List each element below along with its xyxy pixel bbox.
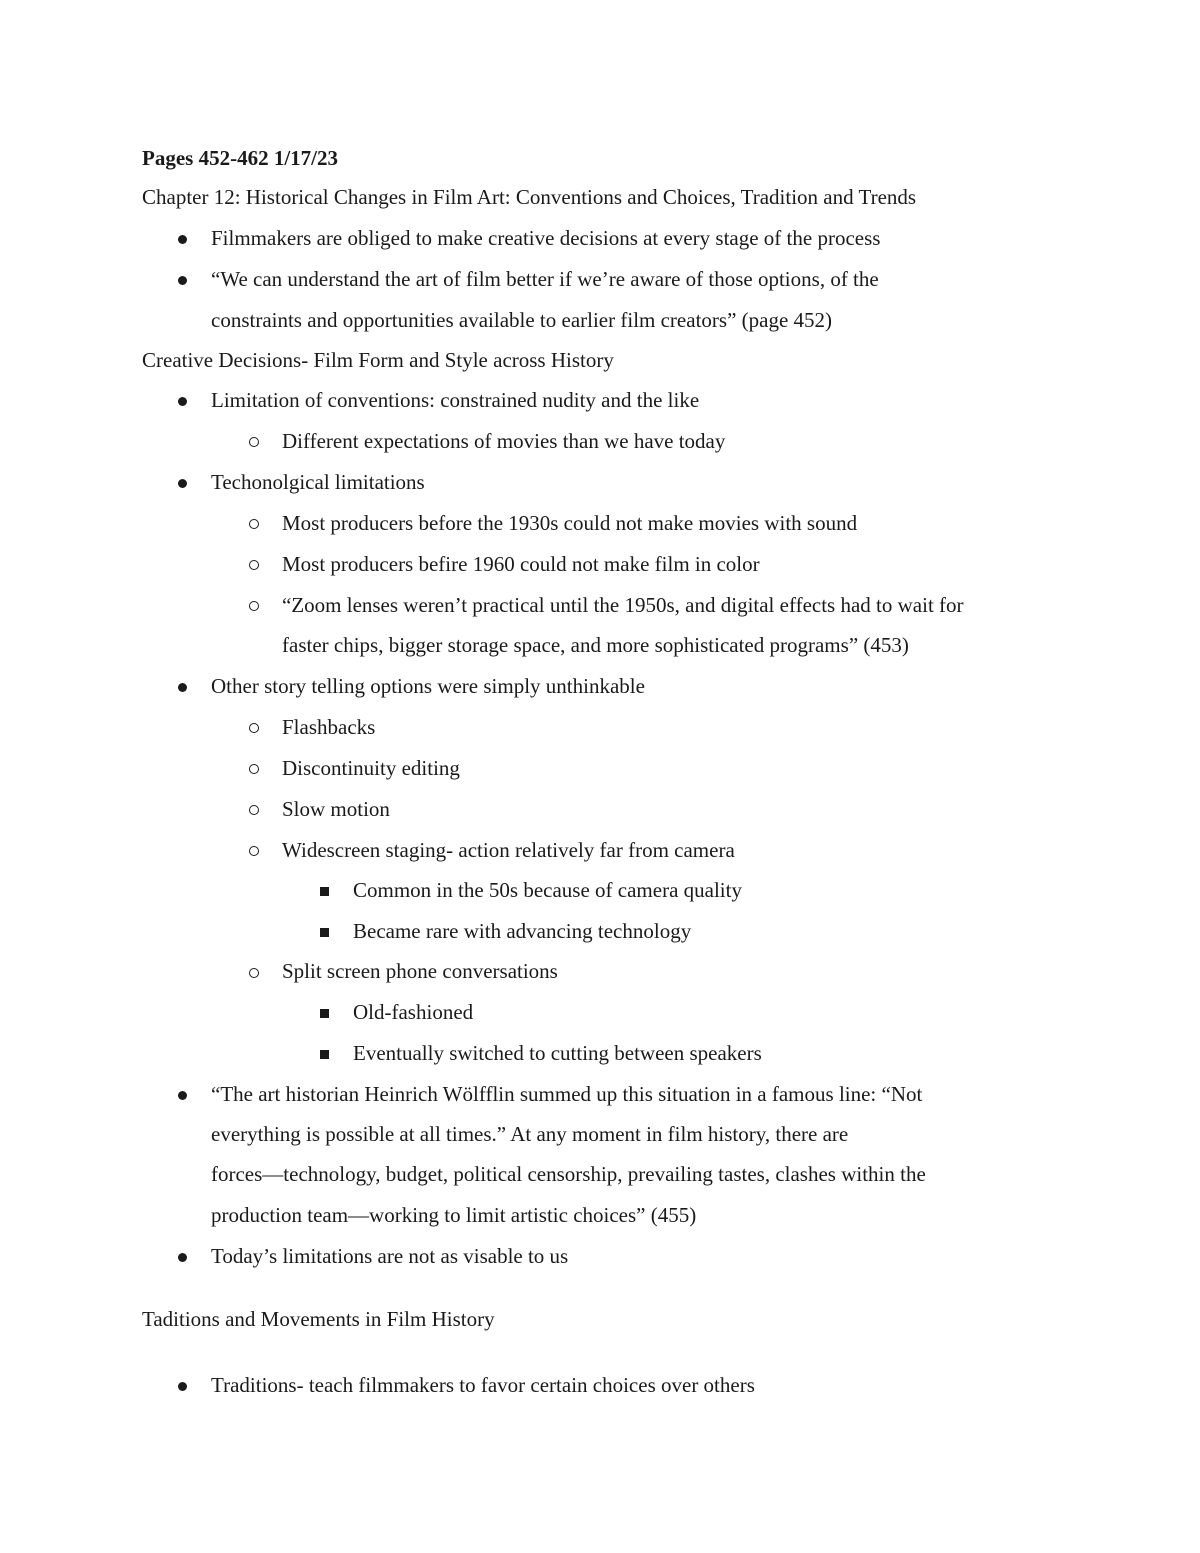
list-item: Different expectations of movies than we have today xyxy=(282,429,726,453)
bullet-circle xyxy=(249,846,259,856)
section-heading: Creative Decisions- Film Form and Style across History xyxy=(142,348,614,372)
section-heading: Taditions and Movements in Film History xyxy=(142,1307,495,1331)
bullet-circle xyxy=(249,968,259,978)
list-item: Most producers befire 1960 could not make film in color xyxy=(282,552,760,576)
list-item: “We can understand the art of film better if we’re aware of those options, of the xyxy=(211,267,879,291)
list-item: Split screen phone conversations xyxy=(282,959,558,983)
bullet-circle xyxy=(249,560,259,570)
bullet-square xyxy=(320,928,329,937)
list-item: “Zoom lenses weren’t practical until the 1950s, and digital effects had to wait for xyxy=(282,593,964,617)
list-item: Eventually switched to cutting between speakers xyxy=(353,1041,762,1065)
bullet-disc xyxy=(178,276,187,285)
chapter-heading: Chapter 12: Historical Changes in Film Art: Conventions and Choices, Tradition and Trends xyxy=(142,185,917,209)
list-item-continuation: forces—technology, budget, political censorship, prevailing tastes, clashes within the xyxy=(211,1162,926,1186)
bullet-disc xyxy=(178,235,187,244)
bullet-circle xyxy=(249,805,259,815)
list-item: Techonolgical limitations xyxy=(211,470,425,494)
list-item: Other story telling options were simply unthinkable xyxy=(211,674,645,698)
list-item-continuation: production team—working to limit artistic choices” (455) xyxy=(211,1203,697,1227)
bullet-circle xyxy=(249,519,259,529)
list-item: Discontinuity editing xyxy=(282,756,460,780)
list-item: Became rare with advancing technology xyxy=(353,919,692,943)
bullet-disc xyxy=(178,1382,187,1391)
bullet-square xyxy=(320,1050,329,1059)
list-item: “The art historian Heinrich Wölfflin summed up this situation in a famous line: “Not xyxy=(211,1082,923,1106)
list-item: Limitation of conventions: constrained nudity and the like xyxy=(211,388,700,412)
list-item: Old-fashioned xyxy=(353,1000,474,1024)
list-item: Flashbacks xyxy=(282,715,376,739)
bullet-disc xyxy=(178,683,187,692)
page-title: Pages 452-462 1/17/23 xyxy=(142,146,338,170)
list-item-continuation: constraints and opportunities available to earlier film creators” (page 452) xyxy=(211,308,833,332)
bullet-circle xyxy=(249,723,259,733)
list-item: Today’s limitations are not as visable to us xyxy=(211,1244,569,1268)
bullet-disc xyxy=(178,1091,187,1100)
bullet-circle xyxy=(249,764,259,774)
bullet-circle xyxy=(249,437,259,447)
list-item: Filmmakers are obliged to make creative decisions at every stage of the process xyxy=(211,226,881,250)
list-item: Traditions- teach filmmakers to favor certain choices over others xyxy=(211,1373,755,1397)
bullet-disc xyxy=(178,479,187,488)
bullet-square xyxy=(320,887,329,896)
list-item-continuation: faster chips, bigger storage space, and more sophisticated programs” (453) xyxy=(282,633,909,657)
bullet-disc xyxy=(178,397,187,406)
list-item: Slow motion xyxy=(282,797,390,821)
list-item: Widescreen staging- action relatively far from camera xyxy=(282,838,735,862)
bullet-square xyxy=(320,1009,329,1018)
bullet-disc xyxy=(178,1253,187,1262)
list-item-continuation: everything is possible at all times.” At any moment in film history, there are xyxy=(211,1122,849,1146)
bullet-circle xyxy=(249,601,259,611)
list-item: Most producers before the 1930s could not make movies with sound xyxy=(282,511,858,535)
list-item: Common in the 50s because of camera quality xyxy=(353,878,742,902)
